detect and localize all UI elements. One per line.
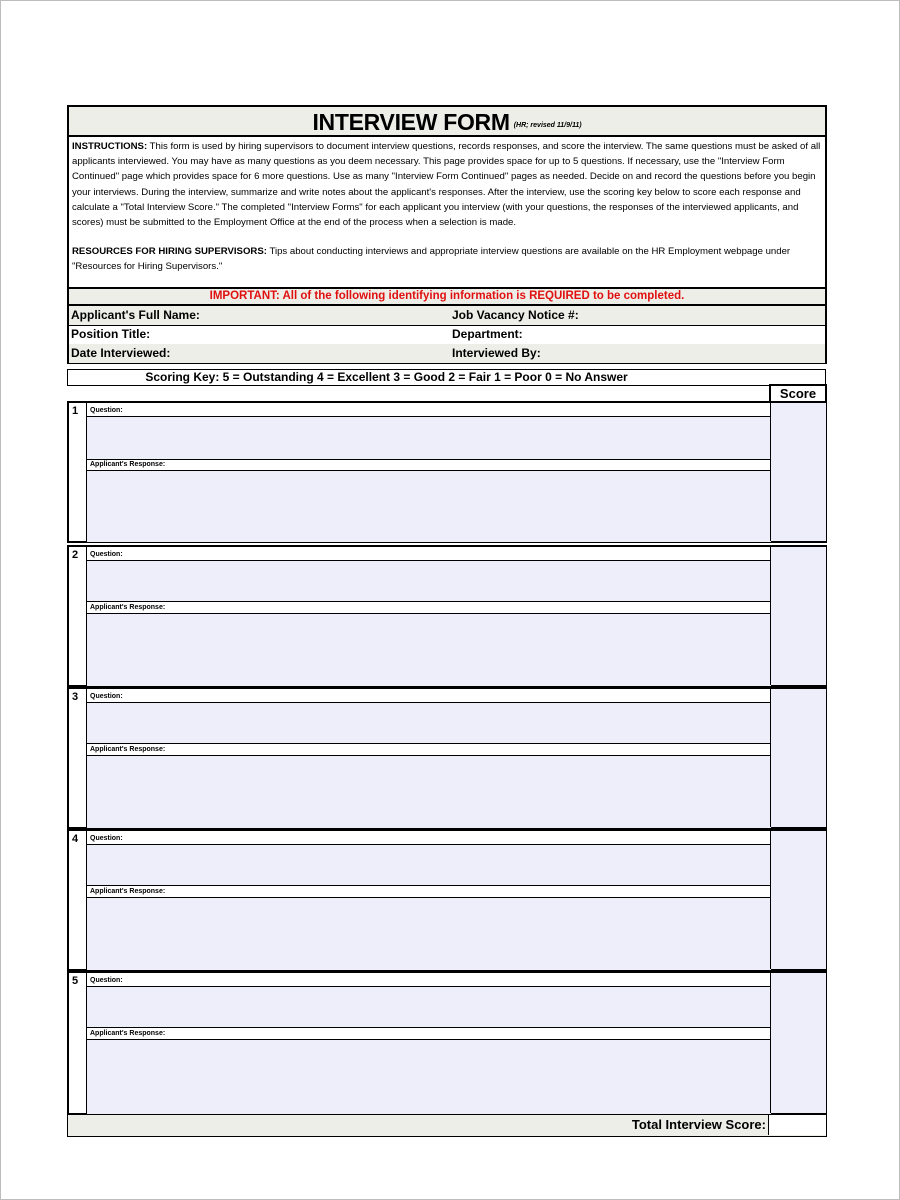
question-content [86,403,771,541]
total-score-row [67,1115,827,1137]
question-input[interactable] [87,560,771,601]
date-interviewed-field[interactable]: Date Interviewed: [71,346,171,360]
score-header: Score [769,384,827,401]
question-input[interactable] [87,416,771,459]
question-number: 3 [72,691,79,703]
question-label: Question: [90,835,123,842]
question-content [86,547,771,685]
instructions-block [67,137,827,289]
question-input[interactable] [87,702,771,743]
response-label: Applicant's Response: [90,461,166,468]
response-input[interactable] [87,613,771,686]
applicant-info [67,306,827,364]
question-input[interactable] [87,844,771,885]
question-content [86,689,771,827]
question-block-4 [67,829,827,971]
question-label: Question: [90,407,123,414]
response-input[interactable] [87,1039,771,1114]
total-score-label: Total Interview Score: [631,1117,766,1132]
resources-label: RESOURCES FOR HIRING SUPERVISORS: [72,246,267,258]
total-score-cell[interactable] [768,1115,826,1135]
resources-text: Tips about conducting interviews and appropriate interview questions are available on the HR Employment webpage under "Resources for Hiring Supervisors." [72,246,791,273]
job-vacancy-field[interactable]: Job Vacancy Notice #: [452,308,579,322]
question-block-5 [67,971,827,1115]
question-block-1 [67,401,827,543]
question-number: 4 [72,833,79,845]
important-notice: IMPORTANT: All of the following identifying information is REQUIRED to be completed. [67,289,827,306]
response-label: Applicant's Response: [90,1030,166,1037]
question-content [86,973,771,1113]
interviewed-by-field[interactable]: Interviewed By: [452,346,541,360]
score-cell[interactable] [770,973,826,1113]
response-input[interactable] [87,755,771,828]
instructions-text: This form is used by hiring supervisors to document interview questions, records responses, and score the interview. The same questions must be asked of all applicants interviewed. You may have as many questions as you deem necessary. This page provides space for up to 5 questions. If necessary, use the "Interview Form Continued" page which provides space for 6 more questions. Use as many "Interview Form Continued" pages as needed. Decide on and record the questions before you begin your interviews. During the interview, summarize and write notes about the applicant's responses. After the interview, use the scoring key below to score each response and calculate a "Total Interview Score." The completed "Interview Forms" for each applicant you interview (with your questions, the responses of the interviewed applicants, and scores) must be submitted to the Employment Office at the end of the process when a selection is made. [72,141,821,229]
divider [87,601,771,602]
question-input[interactable] [87,986,771,1027]
response-label: Applicant's Response: [90,604,166,611]
info-row-3 [69,344,825,363]
applicant-name-field[interactable]: Applicant's Full Name: [71,308,200,322]
divider [87,1027,771,1028]
question-label: Question: [90,551,123,558]
score-cell[interactable] [770,547,826,685]
scoring-key: Scoring Key: 5 = Outstanding 4 = Excellent 3 = Good 2 = Fair 1 = Poor 0 = No Answer [67,369,826,386]
question-block-3 [67,687,827,829]
divider [87,743,771,744]
instructions-label: INSTRUCTIONS: [72,141,148,152]
question-number: 1 [72,405,79,417]
question-number: 5 [72,975,79,987]
score-cell[interactable] [770,689,826,827]
score-cell[interactable] [770,831,826,969]
question-content [86,831,771,969]
divider [87,459,771,460]
position-title-field[interactable]: Position Title: [71,327,151,341]
info-row-2 [69,325,825,345]
revision-note: (HR; revised 11/9/11) [513,122,582,130]
score-cell[interactable] [770,403,826,541]
divider [87,885,771,886]
question-label: Question: [90,977,123,984]
response-input[interactable] [87,897,771,970]
question-block-2 [67,545,827,687]
question-number: 2 [72,549,79,561]
department-field[interactable]: Department: [452,327,523,341]
form-header [67,105,827,137]
response-input[interactable] [87,470,771,542]
info-row-1 [69,306,825,326]
form-title: INTERVIEW FORM [312,109,510,135]
response-label: Applicant's Response: [90,888,166,895]
response-label: Applicant's Response: [90,746,166,753]
question-label: Question: [90,693,123,700]
